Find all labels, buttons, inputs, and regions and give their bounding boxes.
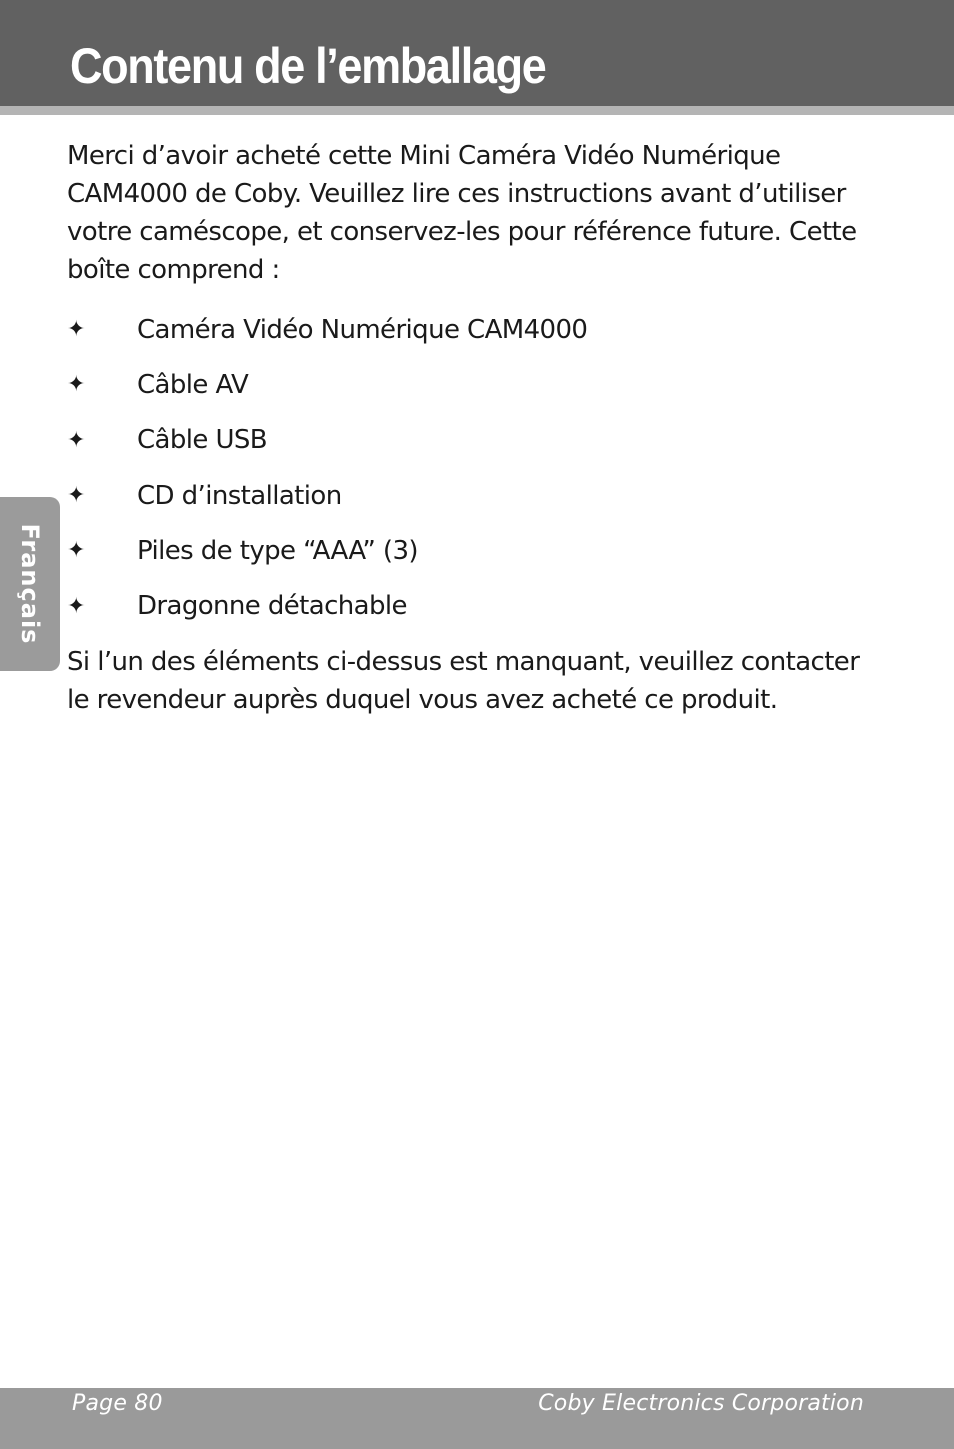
header-rule xyxy=(0,106,954,115)
star-bullet-icon: ✦ xyxy=(67,593,86,619)
contents-list xyxy=(67,302,587,634)
list-item xyxy=(67,468,587,523)
company-name: Coby Electronics Corporation xyxy=(538,1391,864,1416)
language-tab-label: Français xyxy=(16,523,44,645)
page-title: Contenu de l’emballage xyxy=(70,38,546,94)
star-bullet-icon: ✦ xyxy=(67,538,86,564)
star-bullet-icon: ✦ xyxy=(67,427,86,453)
list-item xyxy=(67,578,587,633)
list-item-text: CD d’installation xyxy=(137,480,342,511)
language-tab xyxy=(0,497,60,671)
list-item xyxy=(67,523,587,578)
list-item xyxy=(67,357,587,412)
list-item xyxy=(67,302,587,357)
list-item-text: Câble USB xyxy=(137,425,268,456)
list-item-text: Piles de type “AAA” (3) xyxy=(137,535,418,566)
star-bullet-icon: ✦ xyxy=(67,483,86,509)
list-item-text: Câble AV xyxy=(137,369,249,400)
intro-paragraph: Merci d’avoir acheté cette Mini Caméra Vidéo Numérique CAM4000 de Coby. Veuillez lire ces instructions avant d’utiliser votre caméscope, et conservez-les pour référence future. Cette boîte comprend : xyxy=(67,141,857,285)
star-bullet-icon: ✦ xyxy=(67,372,86,398)
list-item-text: Dragonne détachable xyxy=(137,591,407,622)
outro-paragraph: Si l’un des éléments ci-dessus est manquant, veuillez contacter le revendeur auprès duquel vous avez acheté ce produit. xyxy=(67,647,860,715)
star-bullet-icon: ✦ xyxy=(67,317,86,343)
page-number: Page 80 xyxy=(72,1391,163,1416)
list-item-text: Caméra Vidéo Numérique CAM4000 xyxy=(137,314,588,345)
list-item xyxy=(67,413,587,468)
